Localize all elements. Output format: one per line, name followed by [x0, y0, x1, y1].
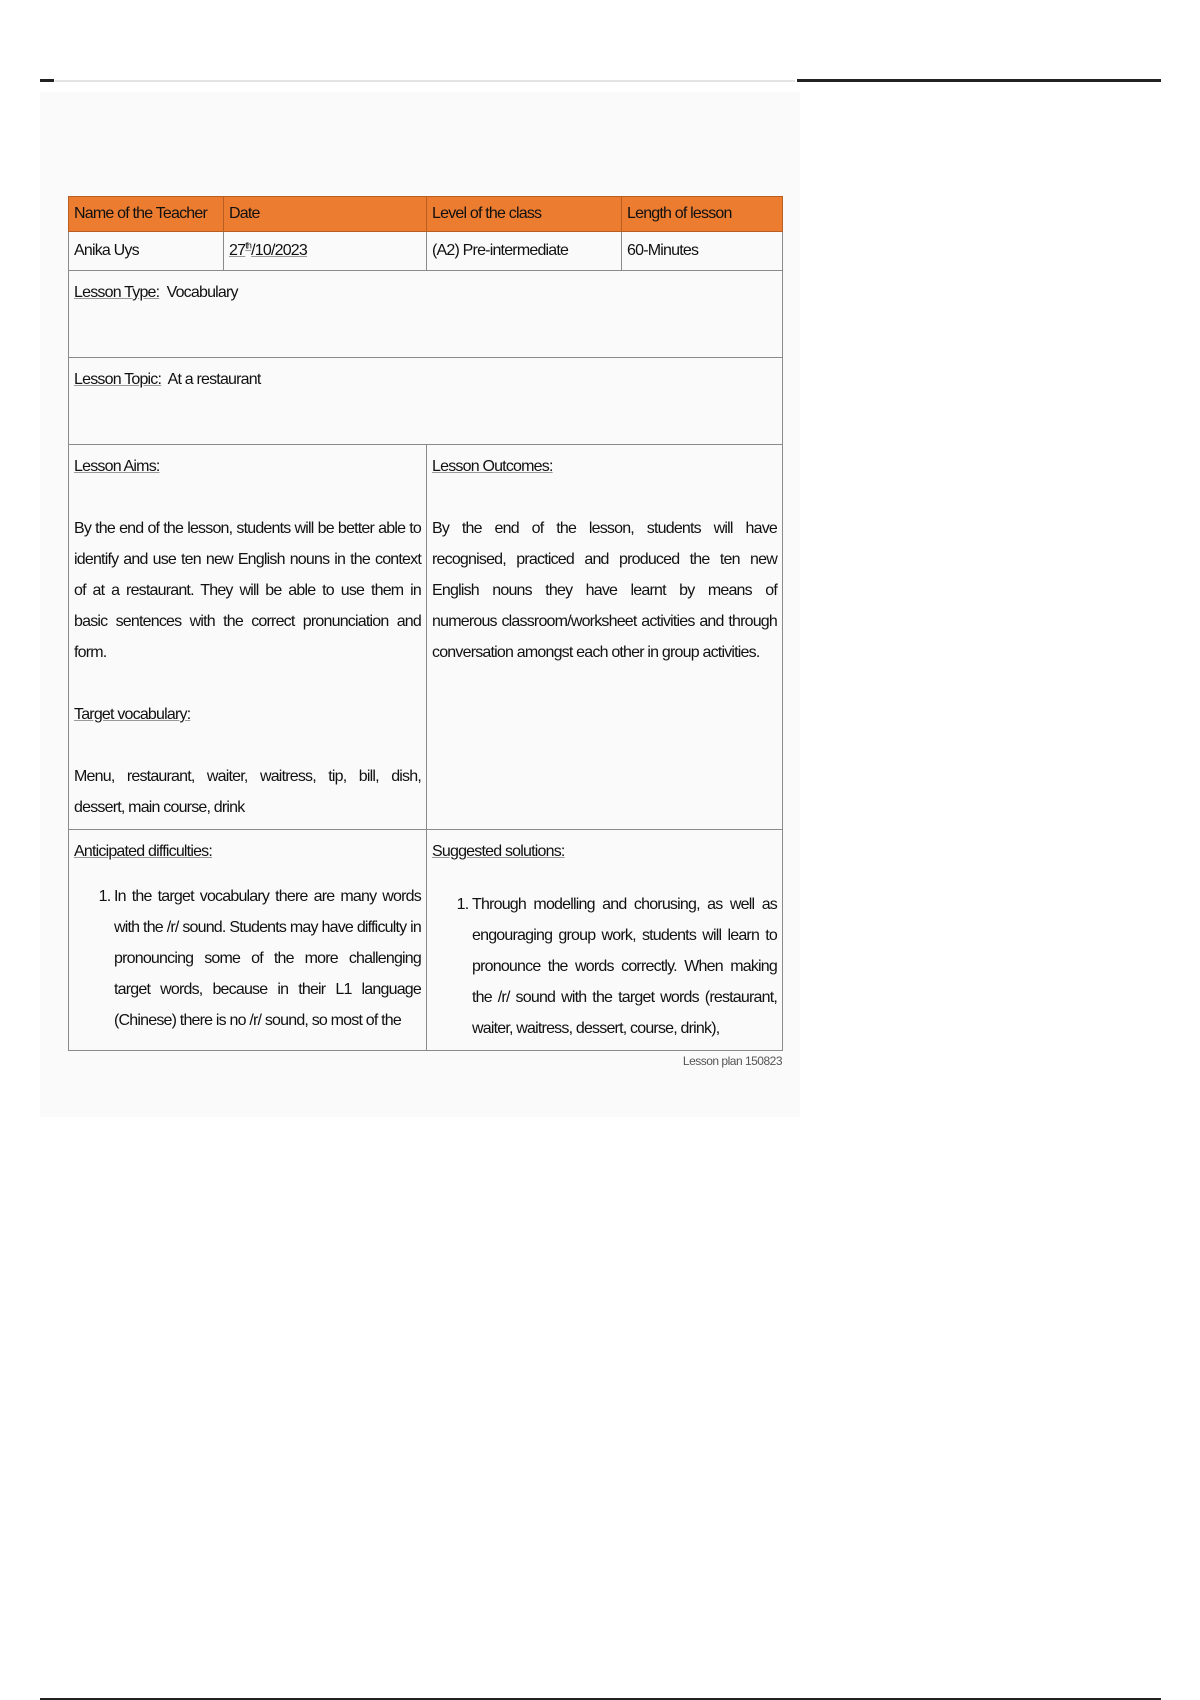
- date-day: 27: [229, 242, 246, 259]
- suggested-solutions-cell: [427, 830, 783, 1051]
- date-value: [224, 232, 427, 271]
- lesson-outcomes-cell: [427, 445, 783, 830]
- difficulties-list: [74, 881, 421, 1036]
- lesson-topic-label: Lesson Topic:: [74, 371, 162, 388]
- anticipated-difficulties-label: Anticipated difficulties:: [74, 843, 213, 860]
- teacher-name-header: Name of the Teacher: [69, 197, 224, 232]
- lesson-aims-text: By the end of the lesson, students will be better able to identify and use ten new English nouns in the context of at a restaurant. They will be able to use them in basic sentences with the correct pronunciation and form.: [74, 520, 421, 661]
- lesson-type-cell: [69, 271, 783, 358]
- target-vocabulary-label: Target vocabulary:: [74, 706, 191, 723]
- lesson-plan-table: [68, 196, 783, 1051]
- difficulties-solutions-row: [69, 830, 783, 1051]
- class-level-header: Level of the class: [427, 197, 622, 232]
- solution-item: 1. Through modelling and chorusing, as well as engouraging group work, students will learn to pronounce the words correctly. When making the /r/ sound with the target words (restaurant, waiter, waitress, dessert, course, drink),: [472, 889, 777, 1044]
- document-footer-note: Lesson plan 150823: [682, 1054, 782, 1068]
- lesson-aims-cell: [69, 445, 427, 830]
- lesson-topic-value: At a restaurant: [167, 371, 261, 388]
- lesson-outcomes-label: Lesson Outcomes:: [432, 458, 553, 475]
- lesson-topic-cell: [69, 358, 783, 445]
- lesson-aims-label: Lesson Aims:: [74, 458, 160, 475]
- header-row: [69, 197, 783, 232]
- top-rule-left: [40, 79, 54, 82]
- lesson-plan-document: [68, 196, 782, 1068]
- teacher-name-value: Anika Uys: [69, 232, 224, 271]
- lesson-type-row: [69, 271, 783, 358]
- solutions-list: [432, 889, 777, 1044]
- lesson-length-header: Length of lesson: [622, 197, 783, 232]
- suggested-solutions-label: Suggested solutions:: [432, 843, 565, 860]
- lesson-type-label: Lesson Type:: [74, 284, 160, 301]
- top-rule-faint: [55, 80, 795, 82]
- difficulty-item: 1. In the target vocabulary there are many words with the /r/ sound. Students may have difficulty in pronouncing some of the more challenging target words, because in their L1 language (Chinese) there is no /r/ sound, so most of the: [114, 881, 421, 1036]
- class-level-value: (A2) Pre-intermediate: [427, 232, 622, 271]
- lesson-type-value: Vocabulary: [166, 284, 238, 301]
- anticipated-difficulties-cell: [69, 830, 427, 1051]
- values-row: [69, 232, 783, 271]
- lesson-topic-row: [69, 358, 783, 445]
- target-vocabulary-text: Menu, restaurant, waiter, waitress, tip, bill, dish, dessert, main course, drink: [74, 768, 421, 816]
- lesson-outcomes-text: By the end of the lesson, students will have recognised, practiced and produced the ten new English nouns they have learnt by means of numerous classroom/worksheet activities and through conversation amongst each other in group activities.: [432, 520, 777, 661]
- lesson-length-value: 60-Minutes: [622, 232, 783, 271]
- aims-outcomes-row: [69, 445, 783, 830]
- top-rule-right: [797, 79, 1161, 82]
- date-suffix: th: [245, 240, 252, 251]
- date-header: Date: [224, 197, 427, 232]
- date-rest: /10/2023: [251, 242, 307, 259]
